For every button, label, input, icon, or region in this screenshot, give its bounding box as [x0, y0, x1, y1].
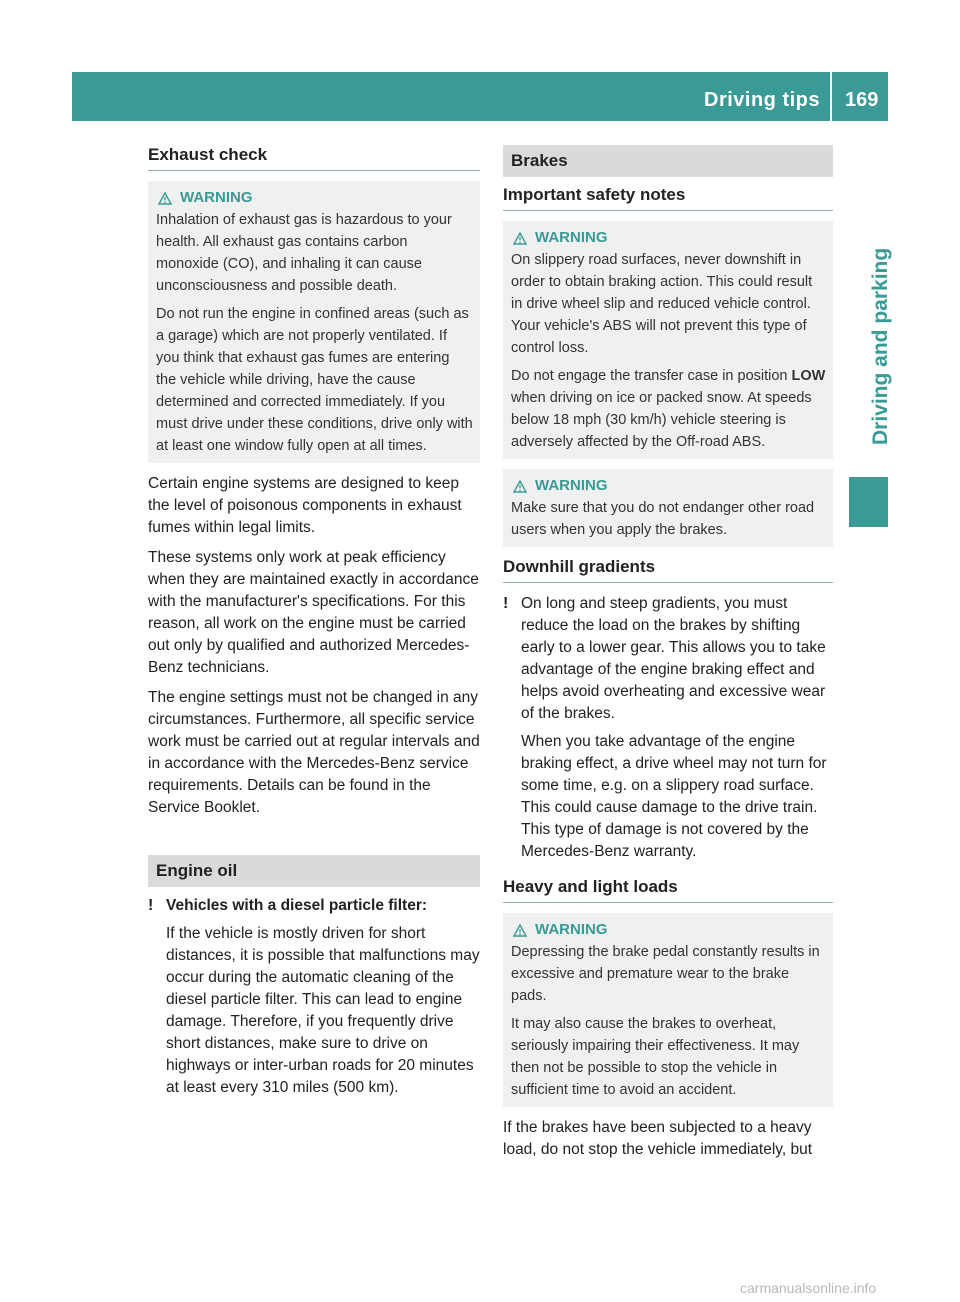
warning-triangle-icon — [158, 192, 172, 205]
warning-text: It may also cause the brakes to overheat, seriously impairing their effectiveness. It may then not be possible to stop the vehicle in sufficient time to avoid an accident. — [511, 1016, 800, 1098]
warning-text-transfer-case: Do not engage the transfer case in position LOW when driving on ice or packed snow. At speeds below 18 mph (30 km/h) vehicle steering is adversely affected by the Off-road ABS. — [511, 368, 826, 450]
warning-box-brake-pedal — [503, 913, 833, 1107]
section-title: Driving tips — [704, 89, 821, 111]
note-diesel-filter — [148, 895, 480, 1105]
brakes-band: Brakes — [503, 145, 833, 177]
body-paragraph: These systems only work at peak efficiency when they are maintained exactly in accordance with the manufacturer's specifications. For this reason, all work on the engine must be carried out only by qualified and authorized Mercedes-Benz technicians. — [148, 549, 479, 676]
loads-heading: Heavy and light loads — [503, 877, 833, 903]
engine-oil-band: Engine oil — [148, 855, 480, 887]
note-text: On long and steep gradients, you must reduce the load on the brakes by shifting early to a lower gear. This allows you to take advantage of the engine braking effect and helps avoid overheating and excessive wear of the brakes. — [521, 595, 826, 722]
downhill-heading: Downhill gradients — [503, 557, 833, 583]
note-text: If the vehicle is mostly driven for short distances, it is possible that malfunctions may occur during the automatic cleaning of the diesel particle filter. This can lead to engine damage. Therefore, if you frequently drive short distances, make sure to drive on highways or inter-urban roads for 20 minutes at least every 310 miles (500 km). — [166, 925, 480, 1096]
warning-text: Make sure that you do not endanger other road users when you apply the brakes. — [511, 500, 815, 538]
warning-text: Depressing the brake pedal constantly results in excessive and premature wear to the brake pads. — [511, 944, 820, 1004]
warning-header — [156, 187, 473, 209]
safety-notes-heading: Important safety notes — [503, 185, 833, 211]
note-downhill — [503, 593, 833, 869]
side-tab-label: Driving and parking — [869, 247, 892, 445]
warning-text: On slippery road surfaces, never downshift in order to obtain braking action. This could result in drive wheel slip and reduced vehicle control. Your vehicle's ABS will not prevent this type of control loss. — [511, 252, 813, 356]
watermark: carmanualsonline.info — [740, 1280, 877, 1296]
warning-text: Do not run the engine in confined areas (such as a garage) which are not properly ventilated. If you think that exhaust gas fumes are entering the vehicle while driving, have the cause determined and corrected immediately. If you must drive under these conditions, drive only with at least one window fully open at all times. — [156, 306, 473, 454]
note-text: When you take advantage of the engine braking effect, a drive wheel may not turn for some time, e.g. on a slippery road surface. This could cause damage to the drive train. This type of damage is not covered by the Mercedes-Benz warranty. — [521, 733, 827, 860]
warning-header — [511, 227, 826, 249]
page-number: 169 — [845, 89, 879, 111]
right-column — [503, 145, 833, 1169]
warning-box-slippery — [503, 221, 833, 459]
warning-text: Inhalation of exhaust gas is hazardous to your health. All exhaust gas contains carbon monoxide (CO), and inhaling it can cause unconsciousness and possible death. — [156, 212, 452, 294]
note-title: Vehicles with a diesel particle filter: — [166, 897, 428, 914]
side-tab-block — [849, 477, 888, 527]
warning-label: WARNING — [180, 189, 253, 206]
warning-triangle-icon — [513, 924, 527, 937]
body-paragraph: The engine settings must not be changed in any circumstances. Furthermore, all specific service work must be carried out at regular intervals and in accordance with the Mercedes-Benz service requirements. Details can be found in the Service Booklet. — [148, 689, 480, 816]
warning-header — [511, 475, 826, 497]
exhaust-check-heading: Exhaust check — [148, 145, 480, 171]
left-column — [148, 145, 480, 1113]
warning-triangle-icon — [513, 232, 527, 245]
exclamation-icon: ! — [148, 897, 154, 914]
warning-box-exhaust — [148, 181, 480, 463]
body-paragraph: Certain engine systems are designed to keep the level of poisonous components in exhaust fumes within legal limits. — [148, 475, 462, 536]
warning-label: WARNING — [535, 921, 608, 938]
warning-header — [511, 919, 826, 941]
low-position-label: LOW — [791, 368, 826, 384]
warning-triangle-icon — [513, 480, 527, 493]
exclamation-icon: ! — [503, 595, 509, 612]
header-divider — [830, 72, 832, 121]
body-paragraph: If the brakes have been subjected to a heavy load, do not stop the vehicle immediately, but — [503, 1119, 813, 1158]
warning-label: WARNING — [535, 477, 608, 494]
warning-box-road-users — [503, 469, 833, 547]
warning-label: WARNING — [535, 229, 608, 246]
